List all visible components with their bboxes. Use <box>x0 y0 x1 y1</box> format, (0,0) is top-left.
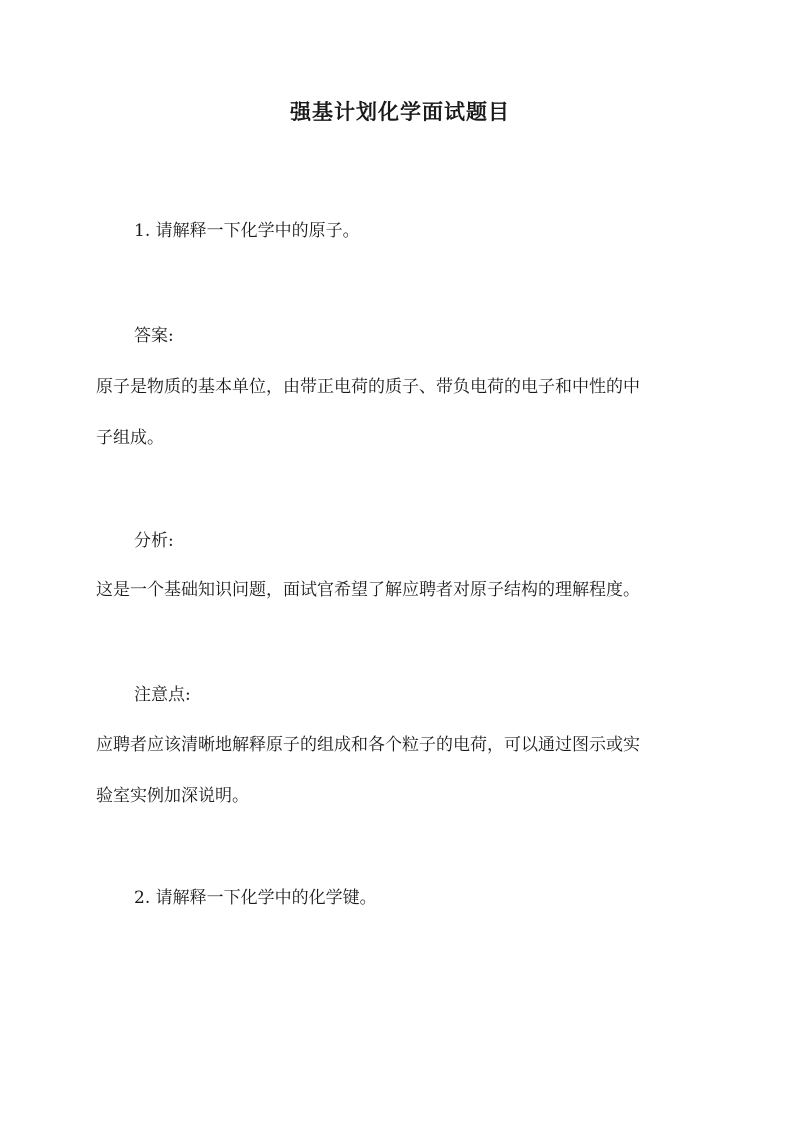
page-title: 强基计划化学面试题目 <box>290 99 510 124</box>
analysis-label: 分析: <box>134 531 174 551</box>
answer-text-line-2: 子组成。 <box>96 428 164 448</box>
answer-label: 答案: <box>134 326 174 346</box>
notes-text-line-2: 验室实例加深说明。 <box>96 786 249 806</box>
answer-text-line-1: 原子是物质的基本单位，由带正电荷的质子、带负电荷的电子和中性的中 <box>96 377 640 397</box>
analysis-text: 这是一个基础知识问题，面试官希望了解应聘者对原子结构的理解程度。 <box>96 580 640 600</box>
question-1: 1. 请解释一下化学中的原子。 <box>134 221 360 241</box>
notes-text-line-1: 应聘者应该清晰地解释原子的组成和各个粒子的电荷，可以通过图示或实 <box>96 735 640 755</box>
question-2: 2. 请解释一下化学中的化学键。 <box>134 888 377 908</box>
notes-label: 注意点: <box>134 685 191 705</box>
